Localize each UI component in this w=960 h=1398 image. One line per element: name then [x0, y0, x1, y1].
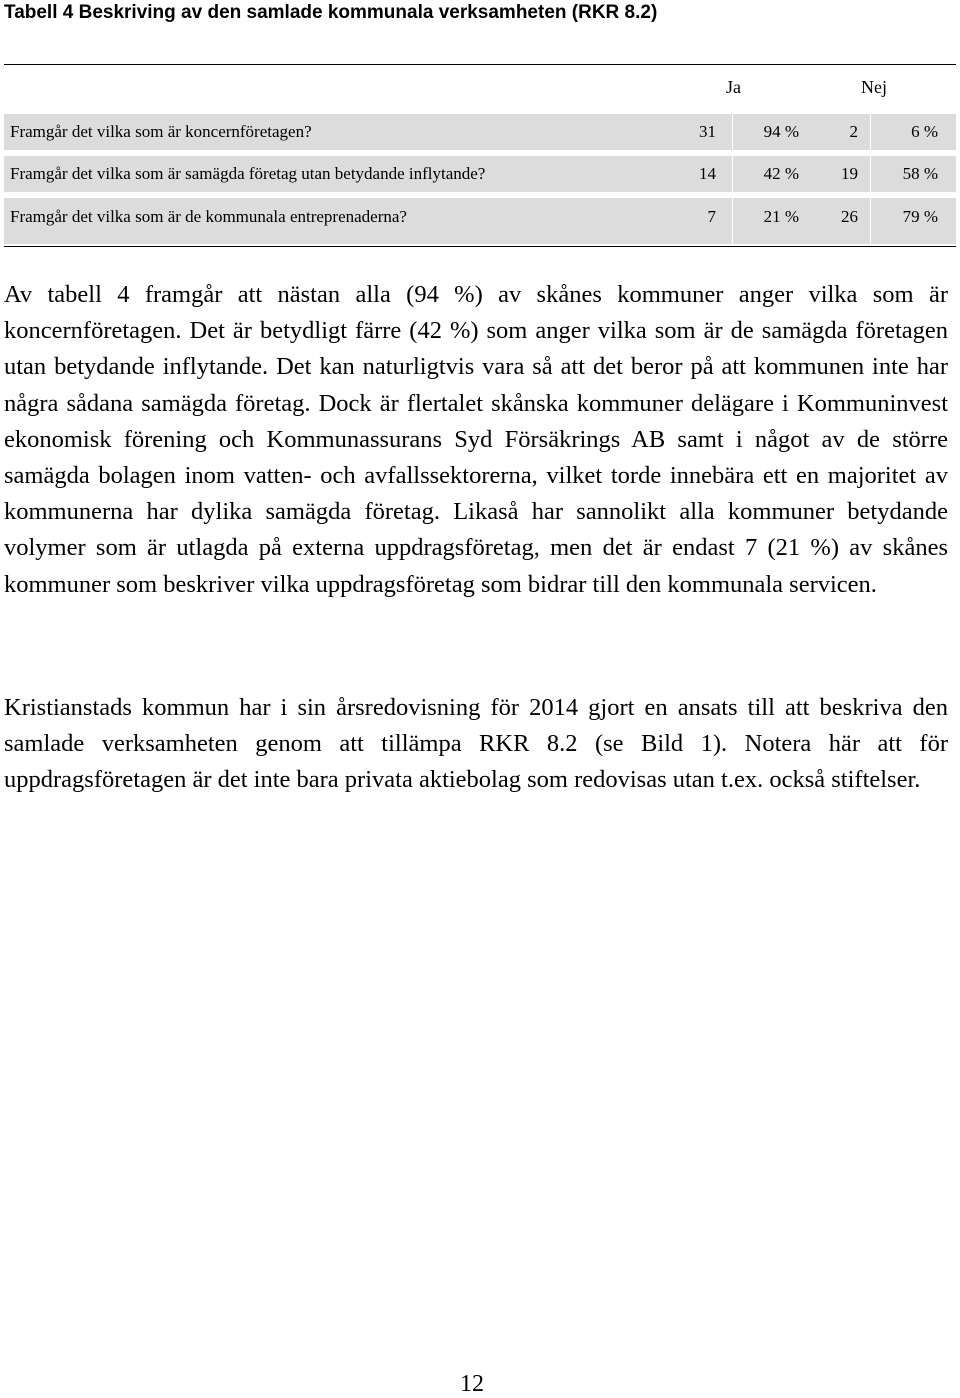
row-question: Framgår det vilka som är de kommunala entreprenaderna? — [10, 207, 407, 226]
page-number: 12 — [460, 1371, 484, 1397]
table-top-rule — [4, 64, 956, 65]
body-paragraph: Kristianstads kommun har i sin årsredovisning för 2014 gjort en ansats till att beskriva den samlade verksamheten genom att tillämpa RKR 8.2 (se Bild 1). Notera här att för uppdragsföretagen är det inte bara privata aktiebolag som redovisas utan t.ex. också stiftelser. — [4, 694, 948, 794]
column-divider — [870, 114, 871, 244]
yes-percent: 21 % — [763, 207, 799, 226]
no-count: 19 — [841, 164, 858, 183]
yes-percent: 94 % — [763, 122, 799, 141]
table-bottom-rule — [4, 246, 956, 247]
no-count: 2 — [849, 122, 858, 141]
header-yes: Ja — [726, 77, 741, 97]
table-caption: Tabell 4 Beskriving av den samlade kommunala verksamheten (RKR 8.2) — [4, 2, 658, 23]
column-divider — [732, 114, 733, 244]
no-percent: 58 % — [902, 164, 938, 183]
yes-count: 7 — [707, 207, 716, 226]
no-percent: 79 % — [902, 207, 938, 226]
row-question: Framgår det vilka som är koncernföretagen? — [10, 122, 312, 141]
no-count: 26 — [841, 207, 858, 226]
row-question: Framgår det vilka som är samägda företag utan betydande inflytande? — [10, 164, 486, 183]
yes-count: 31 — [699, 122, 716, 141]
header-no: Nej — [861, 77, 887, 97]
yes-count: 14 — [699, 164, 716, 183]
no-percent: 6 % — [911, 122, 938, 141]
body-paragraph: Av tabell 4 framgår att nästan alla (94 %) av skånes kommuner anger vilka som är koncernföretagen. Det är betydligt färre (42 %) som anger vilka som är de samägda företagen utan betydande inflytande. Det kan naturligtvis vara så att det beror på att kommunen inte har några sådana samägda företag. Dock är flertalet skånska kommuner delägare i Kommuninvest ekonomisk förening och Kommunassurans Syd Försäkrings AB samt i något av de större samägda bolagen inom vatten- och avfallssektorerna, vilket torde innebära ett en majoritet av kommunerna har dylika samägda företag. Likaså har sannolikt alla kommuner betydande volymer som är utlagda på externa uppdragsföretag, men det är endast 7 (21 %) av skånes kommuner som beskriver vilka uppdragsföretag som bidrar till den kommunala servicen. — [4, 281, 948, 598]
data-table — [4, 64, 956, 248]
yes-percent: 42 % — [763, 164, 799, 183]
